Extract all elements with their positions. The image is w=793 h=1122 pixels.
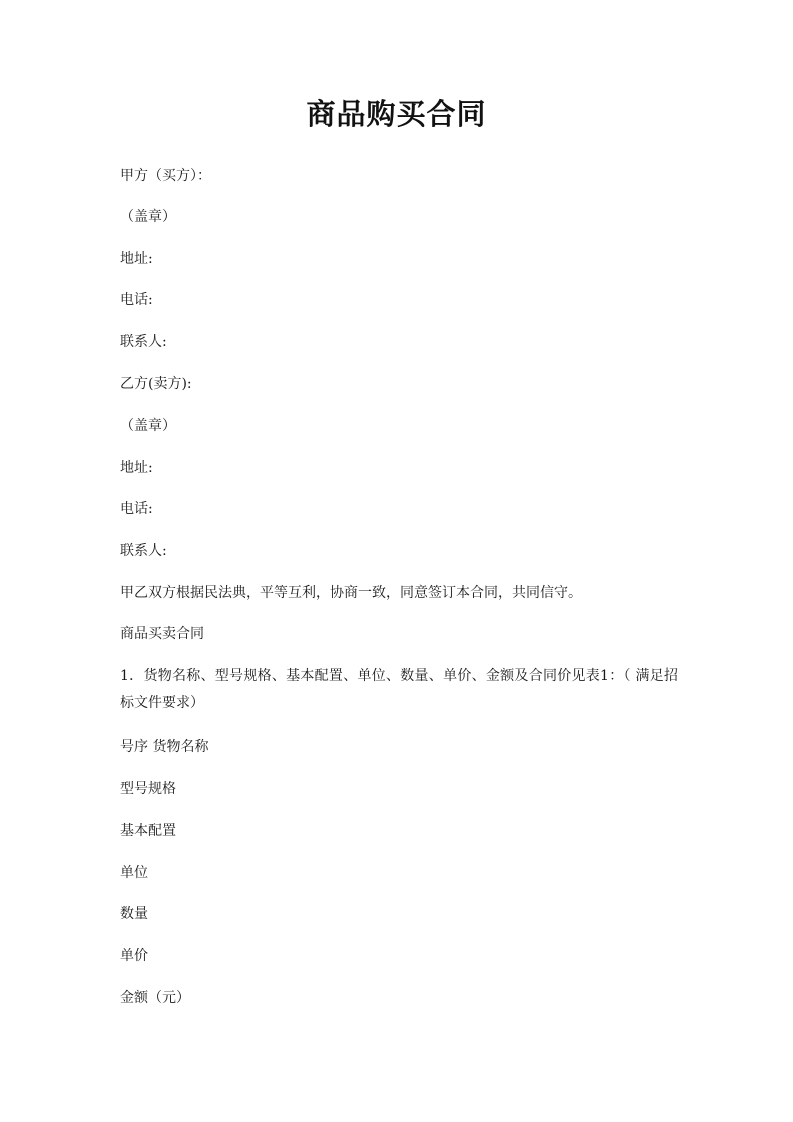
party-a-label: 甲方（买方）： xyxy=(120,168,211,184)
party-b-contact: 联系人: xyxy=(120,543,167,559)
party-a-seal: （盖章） xyxy=(120,209,176,225)
table-header-unit: 单位 xyxy=(120,865,148,881)
table-header-unit-price: 单价 xyxy=(120,948,148,964)
party-b-label: 乙方(卖方): xyxy=(120,376,192,392)
table-header-amount: 金额（元） xyxy=(120,990,190,1006)
table-header-basic-config: 基本配置 xyxy=(120,823,176,839)
clause-1: 1．货物名称、型号规格、基本配置、单位、数量、单价、金额及合同价见表1：（ 满足招标文件要求） xyxy=(120,668,678,711)
section-heading: 商品买卖合同 xyxy=(120,626,204,642)
table-header-quantity: 数量 xyxy=(120,906,148,922)
agreement-statement: 甲乙双方根据民法典，平等互利，协商一致，同意签订本合同，共同信守。 xyxy=(120,585,582,601)
document-title: 商品购买合同 xyxy=(306,97,487,131)
party-a-phone: 电话: xyxy=(120,292,153,308)
party-b-address: 地址: xyxy=(120,460,153,476)
table-header-serial-name: 号序 货物名称 xyxy=(120,739,209,755)
party-b-phone: 电话: xyxy=(120,501,153,517)
party-a-contact: 联系人: xyxy=(120,334,167,350)
table-header-model-spec: 型号规格 xyxy=(120,781,176,797)
party-b-seal: （盖章） xyxy=(120,418,176,434)
party-a-address: 地址: xyxy=(120,251,153,267)
